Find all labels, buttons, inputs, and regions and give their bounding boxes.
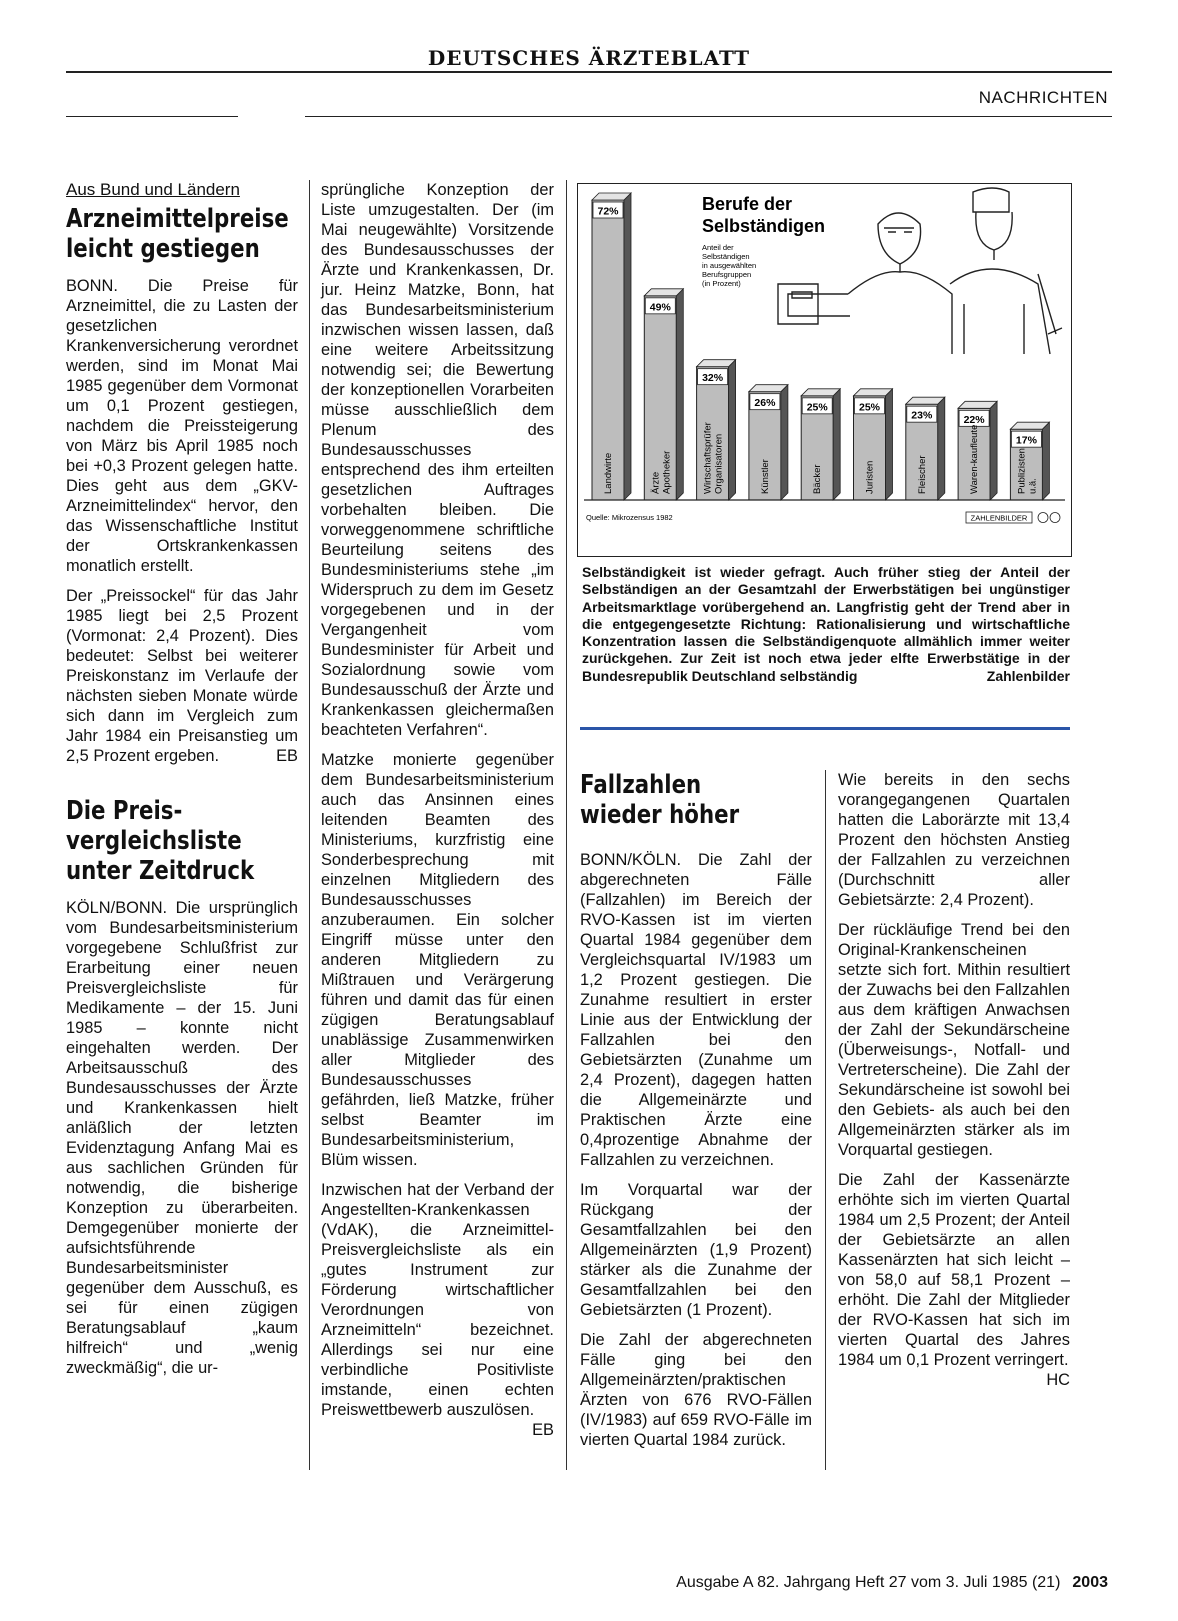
article2-paragraph-2: sprüngliche Konzeption der Liste umzugestalten. Der (im Mai neugewählte) Vorsitzende des Bundesausschusses der Ärzte und Krankenkassen, Dr. jur. Heinz Matzke, Bonn, hat das Bundesarbeitsministerium inzwischen wissen lassen, daß eine weitere Arbeitssitzung notwendig sei; die Bewertung der konzeptionellen Vorarbeiten müsse ausschließlich dem Plenum des Bundesausschusses entsprechend des ihm erteilten gesetzlichen Auftrages vorbehalten bleiben. Die vorweggenommene schriftliche Beurteilung seitens des Bundesministeriums stehe „im Widerspruch zu dem im Gesetz vorgegebenen und in der Vergangenheit vom Bundesminister für Arbeit und Sozialordnung sowie vom Bundesausschuß der Ärzte und Krankenkassen gleichermaßen beachteten Verfahren“. <box>321 181 554 739</box>
article3-paragraph-1: BONN/KÖLN. Die Zahl der abgerechneten Fälle (Fallzahlen) im Bereich der RVO-Kassen ist im vierten Quartal 1984 gegenüber dem Vergleichsquartal IV/1983 um 1,2 Prozent gestiegen. Die Zunahme resultiert in erster Linie aus der Entwicklung der Fallzahlen bei den Gebietsärzten (Zunahme um 2,4 Prozent), dagegen hatten die Allgemeinärzte und Praktischen Ärzte eine 0,4prozentige Abnahme der Fallzahlen zu verzeichnen. <box>580 851 812 1169</box>
article2-title <box>66 796 256 886</box>
article2-title-line1: Die Preis- <box>66 796 183 826</box>
bar-value-label-2: 49% <box>649 301 671 314</box>
article2-title-line2: vergleichsliste <box>66 826 242 856</box>
section-rule-left <box>66 116 238 117</box>
chart-svg <box>578 184 1071 556</box>
column-divider-1 <box>309 180 310 1470</box>
article1-title <box>66 204 289 264</box>
column-3 <box>580 770 812 1460</box>
figure-body-left-icon <box>788 264 952 354</box>
article1-signature: EB <box>276 747 298 765</box>
bar-value-label-6: 25% <box>858 401 881 414</box>
footer-edition: Ausgabe A 82. Jahrgang Heft 27 vom 3. Juli 1985 (21) <box>676 1574 1061 1591</box>
bar-top-2 <box>644 289 683 296</box>
article2-paragraph-4 <box>321 1180 554 1439</box>
bar-side-3 <box>729 360 736 500</box>
column-4 <box>838 770 1070 1390</box>
bar-side-2 <box>676 289 683 500</box>
article3-paragraph-3: Die Zahl der abgerechneten Fälle ging bei den Allgemeinärzten/praktischen Ärzten von 676 RVO-Fällen (IV/1983) auf 659 RVO-Fälle im vierten Quartal 1984 zurück. <box>580 1331 812 1449</box>
chart-illustration <box>778 188 1062 354</box>
bar-side-9 <box>1042 422 1049 500</box>
bar-value-label-7: 23% <box>911 409 933 422</box>
article2-paragraph-3: Matzke monierte gegenüber dem Bundesarbeitsministerium auch das Ansinnen eines leitenden Beamten des Ministeriums, kurzfristig eine Sonderbesprechung mit einzelnen Mitgliedern des Bundesausschusses anzuberaumen. Ein solcher Eingriff müsse unter den anderen Mitgliedern zu Mißtrauen und Verärgerung führen und damit das für einen zügigen Beratungsablauf unablässige Zusammenwirken aller Mitglieder des Bundesausschusses gefährden, ließ Matzke, früher selbst Beamter im Bundesarbeitsministerium, Blüm wissen. <box>321 751 554 1169</box>
section-label: NACHRICHTEN <box>978 88 1108 107</box>
figure-body-right-icon <box>950 250 1050 354</box>
chart-container <box>577 183 1072 557</box>
chart-credit: ZAHLENBILDER <box>970 513 1028 523</box>
bar-top-4 <box>749 385 788 392</box>
column-1 <box>66 180 298 1388</box>
bar-side-6 <box>886 389 893 500</box>
bar-category-label-6: Juristen <box>864 460 876 494</box>
chart-subtitle: Anteil der Selbständigen in ausgewählten Berufsgruppen (in Prozent) <box>702 243 757 288</box>
bar-value-label-8: 22% <box>963 413 985 426</box>
article3-paragraph-4: Wie bereits in den sechs vorangegangenen Quartalen hatten die Laborärzte mit 13,4 Prozent den höchsten Anstieg der Fallzahlen zu verzeichnen (Durchschnitt aller Gebietsärzte: 2,4 Prozent). <box>838 771 1070 909</box>
column-2 <box>321 180 554 1440</box>
article3-title <box>580 770 770 830</box>
article1-title-line2: leicht gestiegen <box>66 234 260 264</box>
article1-paragraph-1: BONN. Die Preise für Arzneimittel, die zu Lasten der gesetzlichen Krankenversicherung verordnet werden, sind im Monat Mai 1985 gegenüber dem Vormonat um 0,1 Prozent gestiegen, nachdem die Preissteigerung von März bis April 1985 noch bei +0,3 Prozent gelegen hatte. Dies geht aus dem „GKV-Arzneimittelindex“ hervor, den das Wissenschaftliche Institut der Ortskrankenkassen monatlich erstellt. <box>66 277 298 575</box>
article2-paragraph-1: KÖLN/BONN. Die ursprünglich vom Bundesarbeitsministerium vorgegebene Schlußfrist zur Erarbeitung einer neuen Preisvergleichsliste für Medikamente – der 15. Juni 1985 – konnte nicht eingehalten werden. Der Arbeitsausschuß des Bundesausschusses der Ärzte und Krankenkassen hielt anläßlich der letzten Evidenztagung Anfang Mai es aus sachlichen Gründen für notwendig, die bisherige Konzeption zu überarbeiten. Demgegenüber monierte der aufsichtsführende Bundesarbeitsminister gegenüber dem Ausschuß, es sei für einen zügigen Beratungsablauf „kaum hilfreich“ und „wenig zweckmäßig“, die ur- <box>66 899 298 1377</box>
chart-title-line2: Selbständigen <box>702 216 826 236</box>
article1-kicker: Aus Bund und Ländern <box>66 180 240 199</box>
chart-caption-paragraph <box>582 564 1070 685</box>
bar-category-label-8: Waren-kaufleute <box>969 424 981 494</box>
article3-paragraph-2: Im Vorquartal war der Rückgang der Gesamtfallzahlen bei den Allgemeinärzten (1,9 Prozent) stärker als die Zunahme der Gesamtfallzahlen bei den Gebietsärzten (1 Prozent). <box>580 1181 812 1319</box>
chart-logo-icon-2 <box>1050 513 1060 523</box>
article3-paragraph-5: Der rückläufige Trend bei den Original-Krankenscheinen setzte sich fort. Mithin resultiert der Zuwachs bei den Fallzahlen aus dem kräftigen Anwachsen der Zahl der Sekundärscheine (Überweisungs-, Notfall- und Vertreterscheine). Die Zahl der Sekundärscheine ist sowohl bei den Gebiets- als auch bei den Allgemeinärzten stärker als im Vorquartal gestiegen. <box>838 921 1070 1159</box>
bar-side-5 <box>833 389 840 500</box>
bar-top-1 <box>592 193 631 200</box>
article3-title-line1: Fallzahlen <box>580 770 702 800</box>
chart-caption-text: Selbständigkeit ist wieder gefragt. Auch früher stieg der Anteil der Selbständigen an der Gesamtzahl der Erwerbstätigen bei ungünstiger Arbeitsmarktlage vorübergehend an. Langfristig geht der Trend aber in die entgegengesetzte Richtung: Rationalisierung und wirtschaftliche Konzentration lassen die Selbständigenquote allmählich immer weiter zurückgehen. Zur Zeit ist noch etwa jeder elfte Erwerbstätige in der Bundesrepublik Deutschland selbständig <box>582 564 1070 684</box>
bar-value-label-1: 72% <box>597 205 619 218</box>
article1-paragraph-2 <box>66 586 298 766</box>
bar-category-label-2: ÄrzteApotheker <box>650 450 673 494</box>
chart-logo-icon <box>1038 513 1048 523</box>
bar-value-label-9: 17% <box>1015 434 1037 447</box>
bar-side-4 <box>781 385 788 500</box>
bar-top-8 <box>958 401 997 408</box>
bar-category-label-4: Künstler <box>759 459 771 494</box>
bar-side-8 <box>990 401 997 500</box>
chart-caption-credit: Zahlenbilder <box>986 667 1070 684</box>
bar-top-6 <box>854 389 893 396</box>
figure-glasses-icon <box>884 228 914 232</box>
bar-category-label-5: Bäcker <box>812 464 824 494</box>
bar-value-label-3: 32% <box>702 372 724 385</box>
chart-title-line1: Berufe der <box>702 194 793 214</box>
bar-top-5 <box>801 389 840 396</box>
article1-title-line1: Arzneimittelpreise <box>66 204 289 234</box>
article2-title-line3: unter Zeitdruck <box>66 856 255 886</box>
bar-category-label-9: Publizistenu.ä. <box>1016 448 1039 494</box>
blue-separator <box>580 727 1070 730</box>
column-divider-2 <box>566 180 567 1470</box>
article3-paragraph-6 <box>838 1170 1070 1389</box>
article2-paragraph-4-text: Inzwischen hat der Verband der Angestellten-Krankenkassen (VdAK), die Arzneimittel-Preisvergleichsliste als ein „gutes Instrument zur Förderung wirtschaftlicher Verordnungen von Arzneimitteln“ bezeichnet. Allerdings sei nur eine verbindliche Positivliste imstande, einen echten Preiswettbewerb auszulösen. <box>321 1181 554 1419</box>
chart-caption <box>582 564 1070 685</box>
column-divider-3 <box>825 770 826 1470</box>
bar-side-7 <box>938 397 945 500</box>
bar-value-label-4: 26% <box>754 397 776 410</box>
bar-category-label-1: Landwirte <box>603 452 614 494</box>
bar-side-1 <box>624 193 631 500</box>
bar-top-9 <box>1010 422 1049 429</box>
article2-signature: EB <box>532 1421 554 1439</box>
chart-source: Quelle: Mikrozensus 1982 <box>586 513 673 522</box>
masthead-rule <box>66 71 1112 73</box>
bar-category-label-7: Fleischer <box>916 455 928 494</box>
article3-paragraph-6-text: Die Zahl der Kassenärzte erhöhte sich im vierten Quartal 1984 um 2,5 Prozent; der Anteil der Gebietsärzte an allen Kassenärzten hat sich leicht – von 58,0 auf 58,1 Prozent – erhöht. Die Zahl der Mitglieder der RVO-Kassen hat sich im vierten Quartal des Jahres 1984 um 0,1 Prozent verringert. <box>838 1171 1070 1369</box>
figure-head-right-icon <box>973 188 1012 250</box>
section-rule-right <box>305 116 1112 117</box>
bar-category-label-3: WirtschaftsprüferOrganisatoren <box>702 422 725 494</box>
figure-head-left-icon <box>878 213 921 264</box>
article3-signature: HC <box>1046 1371 1070 1389</box>
article3-title-line2: wieder höher <box>580 800 740 830</box>
footer <box>676 1574 1108 1592</box>
bar-value-label-5: 25% <box>806 401 828 414</box>
bar-top-3 <box>697 360 736 367</box>
cash-register-icon <box>778 284 818 324</box>
bar-top-7 <box>906 397 945 404</box>
footer-page-number: 2003 <box>1072 1574 1108 1591</box>
article1-paragraph-2-text: Der „Preissockel“ für das Jahr 1985 liegt bei 2,5 Prozent (Vormonat: 2,4 Prozent). Dies bedeutet: Selbst bei weiterer Preiskonstanz im Verlaufe der nächsten sieben Monate würde sich dann im Vergleich zum Jahr 1984 ein Preisanstieg um 2,5 Prozent ergeben. <box>66 587 298 765</box>
masthead: DEUTSCHES ÄRZTEBLATT <box>427 46 751 70</box>
